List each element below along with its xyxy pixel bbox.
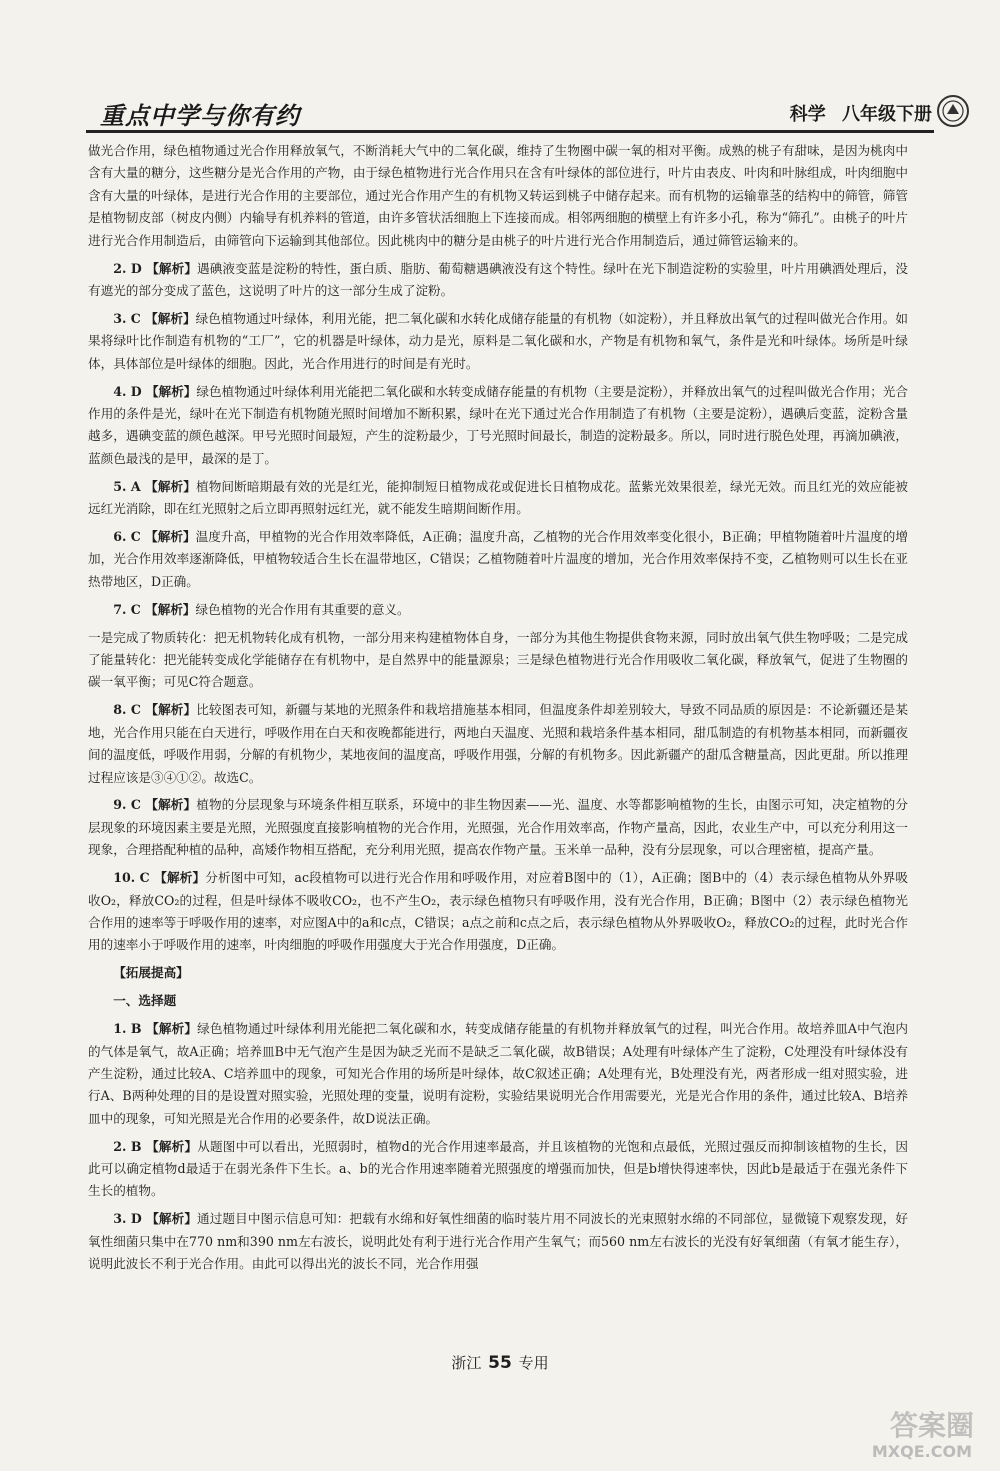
- answer-tag: 1. B 【解析】: [113, 1021, 198, 1037]
- answer-4: [88, 381, 908, 471]
- answer-text: 绿色植物的光合作用有其重要的意义。: [195, 601, 410, 617]
- answer-text: 比较图表可知，新疆与某地的光照条件和栽培措施基本相同，但温度条件却差别较大，导致不同品质的原因是：不论新疆还是某地，光合作用只能在白天进行，呼吸作用在白天和夜晚都能进行，两地白天温度、光照和栽培条件基本相同，甜瓜制造的有机物基本相同，而新疆夜间的温度低，呼吸作用弱，分解的有机物少，某地夜间的温度高，呼吸作用强，分解的有机物多。因此新疆产的甜瓜含糖量高，因此更甜。所以推理过程应该是③④①②。故选C。: [88, 702, 908, 785]
- answer-9: [88, 794, 908, 861]
- answer-6: [88, 526, 908, 593]
- page-header: [0, 0, 1000, 140]
- answer-text: 通过题目中图示信息可知：把载有水绵和好氧性细菌的临时装片用不同波长的光束照射水绵的不同部位，显微镜下观察发现，好氧性细菌只集中在770 nm和390 nm左右波长，说明此处有利于进行光合作用产生氧气；而560 nm左右波长的光没有好氧细菌（有氧才能生存），说明此波长不利于光合作用。由此可以得出光的波长不同，光合作用强: [88, 1211, 909, 1272]
- page-number: 55: [488, 1353, 512, 1373]
- answer-tag: 10. C 【解析】: [113, 870, 206, 886]
- brand-title: 重点中学与你有约: [100, 102, 300, 130]
- paragraph-continued: 做光合作用，绿色植物通过光合作用释放氧气，不断消耗大气中的二氧化碳，维持了生物圈中碳一氧的相对平衡。成熟的桃子有甜味，是因为桃肉中含有大量的糖分，这些糖分是光合作用的产物，由于绿色植物进行光合作用只在含有叶绿体的部位进行，叶片由表皮、叶肉和叶脉组成，叶肉细胞中含有大量的叶绿体，是进行光合作用的主要部位，通过光合作用产生的有机物又转运到桃子中储存起来。而有机物的运输靠茎的结构中的筛管，筛管是植物韧皮部（树皮内侧）内输导有机养料的管道，由许多管状活细胞上下连接而成。相邻两细胞的横壁上有许多小孔，称为“筛孔”。由桃子的叶片进行光合作用制造后，由筛管向下运输到其他部位。因此桃肉中的糖分是由桃子的叶片进行光合作用制造后，通过筛管运输来的。: [88, 143, 908, 248]
- subject-label: 科学: [789, 104, 826, 125]
- answer-text: 绿色植物通过叶绿体利用光能把二氧化碳和水，转变成储存能量的有机物并释放氧气的过程，叫光合作用。故培养皿A中气泡内的气体是氧气，故A正确；培养皿B中无气泡产生是因为缺乏光而不是缺乏二氧化碳，故B错误；A处理有叶绿体产生了淀粉，C处理没有叶绿体没有产生淀粉，通过比较A、C培养皿中的现象，可知光合作用的场所是叶绿体，故C叙述正确；A处理有光，B处理没有光，两者形成一组对照实验，进行A、B两种处理的目的是设置对照实验，光照处理的变量，说明有淀粉，实验结果说明光合作用需要光，光是光合作用的条件，通过比较A、B培养皿中的现象，可知光照是光合作用的必要条件，故D说法正确。: [88, 1021, 908, 1126]
- footer-suffix: 专用: [518, 1354, 549, 1372]
- answer-5: [88, 476, 908, 521]
- answer-2: [88, 258, 908, 303]
- extension-answer-2: [88, 1136, 908, 1203]
- answer-tag: 4. D 【解析】: [113, 383, 197, 399]
- section-title: 【拓展提高】: [113, 965, 189, 981]
- subsection-title: 一、选择题: [113, 993, 177, 1009]
- answer-8: [88, 699, 908, 789]
- page-footer: [0, 1352, 1000, 1373]
- school-emblem-icon: [936, 94, 970, 128]
- watermark-url: MXQE.COM: [871, 1442, 972, 1461]
- answer-tag: 5. A 【解析】: [113, 478, 196, 494]
- watermark-logo: 答案圈: [889, 1409, 974, 1442]
- answer-text: 温度升高，甲植物的光合作用效率降低，A正确；温度升高，乙植物的光合作用效率变化很小，B正确；甲植物随着叶片温度的增加，光合作用效率逐渐降低，甲植物较适合生长在温带地区，C错误；乙植物随着叶片温度的增加，光合作用效率保持不变，乙植物则可以生长在亚热带地区，D正确。: [88, 529, 908, 589]
- answer-tag: 7. C 【解析】: [113, 601, 196, 617]
- extension-answer-1: [88, 1018, 908, 1130]
- grade-label: 八年级下册: [842, 104, 932, 125]
- extension-answer-3: [88, 1208, 908, 1275]
- answer-3: [88, 308, 908, 375]
- answer-tag: 6. C 【解析】: [113, 529, 196, 544]
- answer-text: 绿色植物通过叶绿体，利用光能，把二氧化碳和水转化成储存能量的有机物（如淀粉），并且释放出氧气的过程叫做光合作用。如果将绿叶比作制造有机物的“工厂”，它的机器是叶绿体，动力是光，原料是二氧化碳和水，产物是有机物和氧气，条件是光和叶绿体。场所是叶绿体，具体部位是叶绿体的细胞。因此，光合作用进行的时间是有光时。: [88, 310, 908, 371]
- header-rule: [86, 130, 934, 133]
- answer-tag: 2. B 【解析】: [113, 1138, 198, 1154]
- answer-text: 植物的分层现象与环境条件相互联系，环境中的非生物因素——光、温度、水等都影响植物的生长，由图示可知，决定植物的分层现象的环境因素主要是光照，光照强度直接影响植物的光合作用，光照强，光合作用效率高，作物产量高，因此，农业生产中，可以充分利用这一现象，合理搭配种植的品种，高矮作物相互搭配，充分利用光照，提高农作物产量。玉米单一品种，没有分层现象，可以合理密植，提高产量。: [88, 797, 908, 858]
- answer-text: 分析图中可知，ac段植物可以进行光合作用和呼吸作用，对应着B图中的（1），A正确；图B中的（4）表示绿色植物从外界吸收O₂，释放CO₂的过程，但是叶绿体不吸收CO₂，也不产生O₂，表示绿色植物只有呼吸作用，没有光合作用，B正确；B图中（2）表示绿色植物光合作用的速率等于呼吸作用的速率，对应图A中的a和c点，C错误；a点之前和c点之后，表示绿色植物从外界吸收O₂，释放CO₂的过程，此时光合作用的速率小于呼吸作用的速率，叶肉细胞的呼吸作用强度大于光合作用强度，D正确。: [88, 870, 908, 953]
- answer-text: 植物间断暗期最有效的光是红光，能抑制短日植物成花或促进长日植物成花。蓝紫光效果很差，绿光无效。而且红光的效应能被远红光消除，即在红光照射之后立即再照射远红光，就不能发生暗期间断作用。: [88, 478, 909, 517]
- answer-content: [88, 140, 908, 1281]
- footer-region: 浙江: [451, 1354, 482, 1372]
- answer-7: [88, 599, 908, 621]
- answer-10: [88, 867, 908, 957]
- answer-text: 从题图中可以看出，光照弱时，植物d的光合作用速率最高，并且该植物的光饱和点最低，光照过强反而抑制该植物的生长，因此可以确定植物d最适于在弱光条件下生长。a、b的光合作用速率随着光照强度的增强而加快，但是b增快得速率快，因此b是最适于在强光条件下生长的植物。: [88, 1138, 909, 1199]
- answer-text: 绿色植物通过叶绿体利用光能把二氧化碳和水转变成储存能量的有机物（主要是淀粉），并释放出氧气的过程叫做光合作用；光合作用的条件是光，绿叶在光下制造有机物随光照时间增加不断积累，绿叶在光下通过光合作用制造了有机物（主要是淀粉），遇碘后变蓝，淀粉含量越多，遇碘变蓝的颜色越深。甲号光照时间最短，产生的淀粉最少，丁号光照时间最长，制造的淀粉最多。所以，同时进行脱色处理，再滴加碘液，蓝颜色最浅的是甲，最深的是丁。: [88, 383, 908, 466]
- answer-tag: 3. C 【解析】: [113, 310, 196, 326]
- answer-tag: 8. C 【解析】: [113, 702, 197, 718]
- answer-7-continued: 一是完成了物质转化：把无机物转化成有机物，一部分用来构建植物体自身，一部分为其他生物提供食物来源，同时放出氧气供生物呼吸；二是完成了能量转化：把光能转变成化学能储存在有机物中，是自然界中的能量源泉；三是绿色植物进行光合作用吸收二氧化碳，释放氧气，促进了生物圈的碳一氧平衡；可见C符合题意。: [88, 629, 908, 690]
- book-info: [780, 100, 932, 126]
- answer-tag: 2. D 【解析】: [113, 260, 198, 276]
- answer-tag: 3. D 【解析】: [113, 1211, 198, 1227]
- answer-tag: 9. C 【解析】: [113, 797, 197, 813]
- answer-text: 遇碘液变蓝是淀粉的特性，蛋白质、脂肪、葡萄糖遇碘液没有这个特性。绿叶在光下制造淀粉的实验里，叶片用碘酒处理后，没有遮光的部分变成了蓝色，这说明了叶片的这一部分生成了淀粉。: [88, 260, 909, 298]
